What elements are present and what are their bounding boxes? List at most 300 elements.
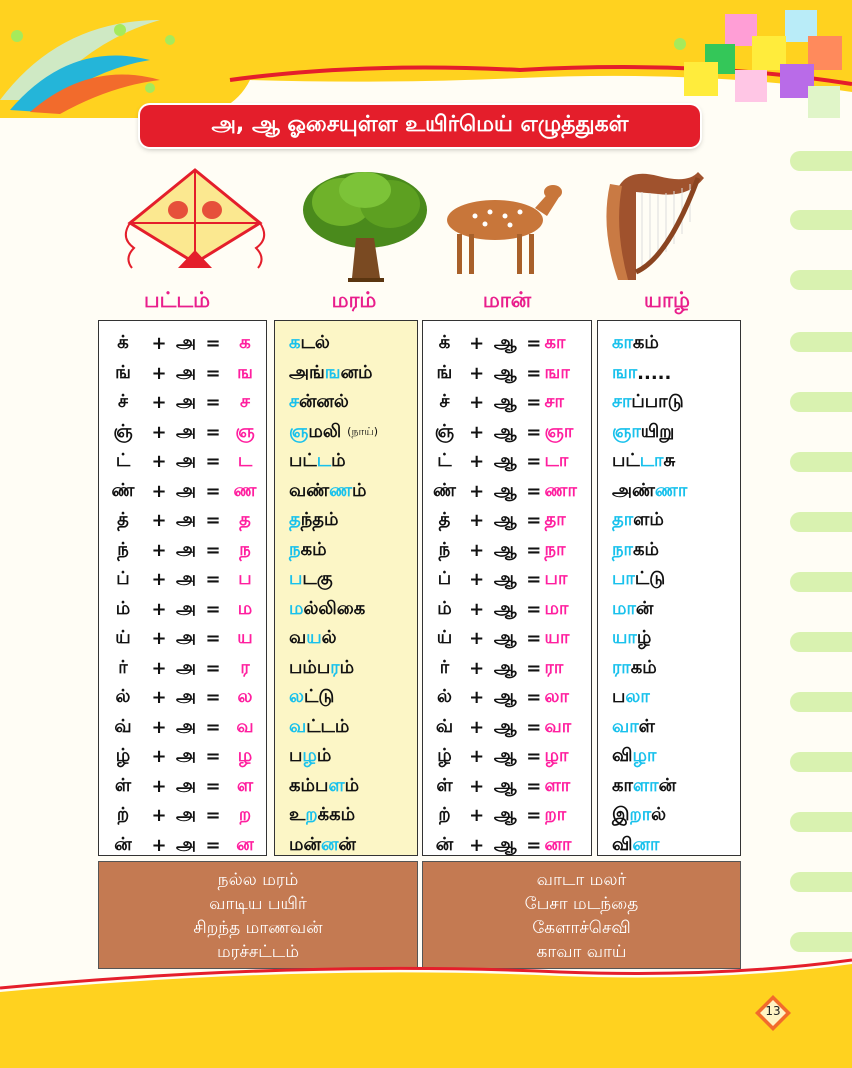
vowel: ஆ	[493, 715, 517, 737]
equals-sign: =	[526, 598, 542, 620]
plus-sign: +	[151, 421, 167, 443]
side-stripe	[790, 392, 852, 412]
consonant: ங்	[436, 361, 453, 383]
vowel: ஆ	[493, 774, 517, 796]
plus-sign: +	[151, 598, 167, 620]
vowel: அ	[175, 391, 196, 413]
word-start: வி	[612, 745, 633, 767]
side-stripe	[790, 932, 852, 952]
vowel: அ	[175, 804, 196, 826]
side-stripe	[790, 452, 852, 472]
phrase: வாடா மலர்	[536, 870, 627, 890]
side-stripe	[790, 752, 852, 772]
side-stripe	[790, 572, 852, 592]
equals-sign: =	[526, 451, 542, 473]
equals-sign: =	[526, 834, 542, 856]
word-start: பம்ப	[289, 656, 331, 678]
consonant: ழ்	[115, 745, 131, 767]
consonant: வ்	[114, 715, 132, 737]
equals-sign: =	[526, 362, 542, 384]
result-letter: ப	[238, 568, 252, 590]
word-highlight: ய	[306, 627, 322, 649]
combination-row	[423, 742, 591, 772]
phrase: கேளாச்செவி	[532, 918, 631, 938]
combination-row	[423, 418, 591, 448]
word-row	[275, 713, 417, 743]
word-row	[598, 506, 740, 536]
word-row	[275, 329, 417, 359]
equals-sign: =	[205, 834, 221, 856]
result-letter: ழா	[544, 745, 569, 767]
word-highlight: தா	[612, 509, 634, 531]
result-letter: ஙா	[544, 361, 570, 383]
equals-sign: =	[526, 510, 542, 532]
combination-row	[423, 772, 591, 802]
vowel: ஆ	[493, 332, 517, 354]
combination-row	[423, 831, 591, 861]
phrase-box-left	[98, 861, 418, 969]
equals-sign: =	[205, 805, 221, 827]
consonant: ள்	[114, 774, 132, 796]
combination-row	[99, 565, 266, 595]
result-letter: தா	[544, 509, 566, 531]
word-highlight: லா	[625, 686, 650, 708]
consonant: ன்	[435, 833, 454, 855]
word-highlight: ச	[289, 391, 299, 413]
equals-sign: =	[205, 392, 221, 414]
word-highlight: ழா	[632, 745, 657, 767]
side-stripe	[790, 151, 852, 171]
plus-sign: +	[151, 333, 167, 355]
word-row	[275, 418, 417, 448]
word-highlight: றா	[629, 804, 652, 826]
word-highlight: ப	[289, 568, 303, 590]
combination-row	[423, 329, 591, 359]
plus-sign: +	[151, 451, 167, 473]
consonant: ர்	[118, 656, 128, 678]
equals-sign: =	[205, 657, 221, 679]
vowel: அ	[175, 656, 196, 678]
word-row	[598, 536, 740, 566]
word-highlight: ரா	[612, 656, 631, 678]
word-end: சு	[663, 450, 676, 472]
word-end: ன்னல்	[298, 391, 349, 413]
consonant: ழ்	[437, 745, 452, 767]
consonant: வ்	[435, 715, 454, 737]
aa-words-panel	[597, 320, 741, 856]
result-letter: த	[239, 509, 251, 531]
word-row	[275, 654, 417, 684]
plus-sign: +	[151, 539, 167, 561]
tree-icon	[290, 168, 440, 286]
equals-sign: =	[526, 805, 542, 827]
aa-combination-panel	[422, 320, 592, 856]
vowel: அ	[175, 479, 196, 501]
combination-row	[99, 329, 266, 359]
word-highlight: வா	[612, 715, 639, 737]
result-letter: ஞ	[235, 420, 255, 442]
vowel: ஆ	[493, 479, 517, 501]
plus-sign: +	[469, 598, 485, 620]
word-row	[598, 595, 740, 625]
word-end: ளம்	[633, 509, 664, 531]
result-letter: யா	[544, 627, 570, 649]
word-highlight: ஙா	[612, 361, 638, 383]
vowel: அ	[175, 627, 196, 649]
word-row	[598, 418, 740, 448]
word-row	[598, 359, 740, 389]
plus-sign: +	[151, 628, 167, 650]
word-start: இ	[612, 804, 630, 826]
combination-row	[99, 359, 266, 389]
combination-row	[423, 683, 591, 713]
word-highlight: ள	[328, 774, 345, 796]
plus-sign: +	[151, 510, 167, 532]
word-end: கம்	[630, 656, 657, 678]
plus-sign: +	[151, 392, 167, 414]
consonant: ய்	[115, 627, 131, 649]
consonant: ர்	[439, 656, 450, 678]
word-highlight: ஞ	[289, 420, 309, 442]
plus-sign: +	[151, 569, 167, 591]
result-letter: ண	[233, 479, 257, 501]
equals-sign: =	[205, 569, 221, 591]
combination-row	[99, 713, 266, 743]
word-start: பட்	[612, 450, 640, 472]
harp-icon	[588, 168, 738, 286]
vowel: ஆ	[493, 627, 517, 649]
equals-sign: =	[526, 539, 542, 561]
consonant: த்	[117, 509, 129, 531]
equals-sign: =	[526, 569, 542, 591]
word-end: ம்	[352, 479, 367, 501]
consonant: ம்	[115, 597, 131, 619]
vowel: அ	[175, 509, 196, 531]
word-highlight: ங	[324, 361, 341, 383]
word-end: டல்	[300, 332, 330, 354]
consonant: த்	[438, 509, 451, 531]
page-number-text: 13	[765, 1004, 781, 1018]
vowel: ஆ	[493, 656, 517, 678]
word-highlight: னா	[632, 833, 660, 855]
equals-sign: =	[205, 333, 221, 355]
word-row	[598, 624, 740, 654]
equals-sign: =	[205, 775, 221, 797]
word-start: அண்	[612, 479, 655, 501]
combination-row	[99, 683, 266, 713]
result-letter: க	[239, 332, 251, 354]
word-start: ப	[612, 686, 626, 708]
word-start: வண்	[289, 479, 330, 501]
word-start: கம்ப	[289, 774, 329, 796]
result-letter: ஞா	[544, 420, 574, 442]
word-end: க்கம்	[317, 804, 356, 826]
word-end: ட்டு	[634, 568, 666, 590]
equals-sign: =	[205, 362, 221, 384]
word-highlight: சா	[612, 391, 632, 413]
side-stripe	[790, 210, 852, 230]
vowel: அ	[175, 420, 196, 442]
phrase: மரச்சட்டம்	[216, 942, 300, 962]
word-row	[598, 801, 740, 831]
plus-sign: +	[469, 775, 485, 797]
consonant: ச்	[118, 391, 128, 413]
result-letter: ளா	[544, 774, 571, 796]
plus-sign: +	[469, 333, 485, 355]
plus-sign: +	[469, 569, 485, 591]
consonant: ற்	[438, 804, 451, 826]
word-row	[275, 359, 417, 389]
word-highlight: டா	[639, 450, 664, 472]
consonant: ந்	[117, 538, 129, 560]
plus-sign: +	[151, 480, 167, 502]
consonant: ட்	[437, 450, 452, 472]
phrase-box-right	[422, 861, 741, 969]
phrase: காவா வாய்	[536, 942, 627, 962]
vowel: ஆ	[493, 509, 517, 531]
word-highlight: ல	[289, 686, 304, 708]
vowel: அ	[175, 715, 196, 737]
combination-row	[99, 742, 266, 772]
word-note: (நாய்)	[347, 424, 378, 438]
word-highlight: க	[289, 332, 301, 354]
plus-sign: +	[469, 687, 485, 709]
plus-sign: +	[151, 716, 167, 738]
word-row	[275, 477, 417, 507]
word-end: கம்	[632, 538, 659, 560]
combination-row	[423, 359, 591, 389]
combination-row	[99, 624, 266, 654]
word-end: கம்	[632, 332, 659, 354]
combination-row	[423, 447, 591, 477]
result-letter: நா	[544, 538, 566, 560]
vowel: அ	[175, 597, 196, 619]
equals-sign: =	[205, 716, 221, 738]
plus-sign: +	[469, 421, 485, 443]
a-words-panel	[274, 320, 418, 856]
vowel: அ	[175, 833, 196, 855]
word-end: ள்	[638, 715, 655, 737]
word-row	[275, 536, 417, 566]
result-letter: ர	[240, 656, 250, 678]
result-letter: ச	[240, 391, 250, 413]
vowel: ஆ	[493, 597, 517, 619]
result-letter: ணா	[544, 479, 577, 501]
result-letter: சா	[544, 391, 564, 413]
word-end: ம்	[339, 656, 355, 678]
word-highlight: ர	[330, 656, 340, 678]
word-row	[598, 831, 740, 861]
consonant: ப்	[116, 568, 130, 590]
plus-sign: +	[469, 362, 485, 384]
result-letter: டா	[544, 450, 569, 472]
plus-sign: +	[469, 539, 485, 561]
caption-tree: மரம்	[331, 288, 377, 312]
vowel: ஆ	[493, 833, 517, 855]
plus-sign: +	[151, 657, 167, 679]
vowel: ஆ	[493, 538, 517, 560]
equals-sign: =	[526, 775, 542, 797]
word-row	[598, 772, 740, 802]
word-end: மலி	[308, 420, 342, 442]
equals-sign: =	[526, 392, 542, 414]
side-stripe	[790, 270, 852, 290]
equals-sign: =	[205, 746, 221, 768]
vowel: ஆ	[493, 686, 517, 708]
word-row	[275, 624, 417, 654]
word-highlight: வ	[289, 715, 307, 737]
plus-sign: +	[151, 775, 167, 797]
combination-row	[423, 624, 591, 654]
plus-sign: +	[151, 687, 167, 709]
plus-sign: +	[469, 716, 485, 738]
word-highlight: ழ	[302, 745, 317, 767]
vowel: அ	[175, 745, 196, 767]
consonant: ய்	[436, 627, 453, 649]
equals-sign: =	[205, 421, 221, 443]
word-row	[598, 447, 740, 477]
result-letter: வ	[236, 715, 254, 737]
equals-sign: =	[205, 510, 221, 532]
vowel: ஆ	[493, 745, 517, 767]
vowel: ஆ	[493, 391, 517, 413]
combination-row	[423, 388, 591, 418]
combination-row	[99, 536, 266, 566]
word-end: யிறு	[640, 420, 675, 442]
word-highlight: யா	[612, 627, 637, 649]
result-letter: ழ	[237, 745, 253, 767]
word-highlight: பா	[612, 568, 635, 590]
word-highlight: ளா	[632, 774, 659, 796]
word-end: ல்	[321, 627, 337, 649]
word-end: ம்	[316, 745, 332, 767]
word-start: வி	[612, 833, 633, 855]
caption-deer: மான்	[482, 288, 532, 312]
result-letter: ள	[236, 774, 254, 796]
result-letter: கா	[544, 332, 566, 354]
vowel: அ	[175, 450, 196, 472]
combination-row	[423, 801, 591, 831]
combination-row	[99, 772, 266, 802]
plus-sign: +	[151, 834, 167, 856]
equals-sign: =	[205, 687, 221, 709]
result-letter: றா	[544, 804, 567, 826]
word-highlight: ன	[320, 833, 339, 855]
vowel: ஆ	[493, 420, 517, 442]
word-row	[598, 388, 740, 418]
word-end: ன்	[635, 597, 654, 619]
vowel: ஆ	[493, 361, 517, 383]
word-end: ம்	[344, 774, 360, 796]
vowel: அ	[175, 774, 196, 796]
plus-sign: +	[151, 805, 167, 827]
phrase: பேசா மடந்தை	[524, 894, 639, 914]
word-highlight: நா	[612, 538, 633, 560]
word-end: கம்	[300, 538, 327, 560]
consonant: ண்	[111, 479, 135, 501]
vowel: ஆ	[493, 568, 517, 590]
equals-sign: =	[526, 716, 542, 738]
phrase: வாடிய பயிர்	[209, 894, 307, 914]
word-highlight: ற	[305, 804, 318, 826]
plus-sign: +	[151, 746, 167, 768]
word-row	[275, 801, 417, 831]
result-letter: லா	[544, 686, 569, 708]
plus-sign: +	[469, 480, 485, 502]
word-row	[598, 742, 740, 772]
combination-row	[99, 595, 266, 625]
consonant: ச்	[439, 391, 450, 413]
consonant: ப்	[437, 568, 452, 590]
result-letter: ற	[238, 804, 252, 826]
word-start: உ	[289, 804, 306, 826]
combination-row	[423, 713, 591, 743]
vowel: அ	[175, 538, 196, 560]
vowel: ஆ	[493, 804, 517, 826]
word-end: .....	[637, 362, 672, 384]
consonant: ள்	[436, 774, 453, 796]
combination-row	[99, 418, 266, 448]
vowel: ஆ	[493, 450, 517, 472]
result-letter: ங	[237, 361, 253, 383]
kite-icon	[120, 168, 270, 286]
consonant: ஞ்	[434, 420, 455, 442]
consonant: ண்	[432, 479, 456, 501]
result-letter: ய	[237, 627, 253, 649]
word-row	[275, 742, 417, 772]
equals-sign: =	[526, 746, 542, 768]
combination-row	[423, 536, 591, 566]
combination-row	[99, 831, 266, 861]
word-row	[598, 329, 740, 359]
equals-sign: =	[526, 628, 542, 650]
word-end: னம்	[340, 361, 373, 383]
result-letter: னா	[544, 833, 572, 855]
word-highlight: ந	[289, 538, 301, 560]
bottom-decoration	[0, 958, 852, 1068]
word-highlight: கா	[612, 332, 633, 354]
combination-row	[99, 506, 266, 536]
equals-sign: =	[526, 333, 542, 355]
consonant: ற்	[116, 804, 130, 826]
side-stripe	[790, 872, 852, 892]
equals-sign: =	[526, 480, 542, 502]
equals-sign: =	[205, 451, 221, 473]
combination-row	[99, 654, 266, 684]
result-letter: வா	[544, 715, 572, 737]
plus-sign: +	[469, 451, 485, 473]
word-row	[275, 683, 417, 713]
combination-row	[423, 477, 591, 507]
word-highlight: ண	[329, 479, 353, 501]
word-end: ன்	[338, 833, 356, 855]
result-letter: மா	[544, 597, 569, 619]
deer-icon	[435, 168, 585, 286]
plus-sign: +	[469, 657, 485, 679]
result-letter: ட	[237, 450, 253, 472]
result-letter: ம	[237, 597, 253, 619]
word-start: கா	[612, 774, 633, 796]
word-row	[275, 831, 417, 861]
consonant: ட்	[115, 450, 131, 472]
combination-row	[99, 801, 266, 831]
word-row	[275, 506, 417, 536]
word-end: டகு	[302, 568, 333, 590]
side-stripe	[790, 332, 852, 352]
plus-sign: +	[469, 834, 485, 856]
equals-sign: =	[526, 421, 542, 443]
word-end: ந்தம்	[300, 509, 339, 531]
